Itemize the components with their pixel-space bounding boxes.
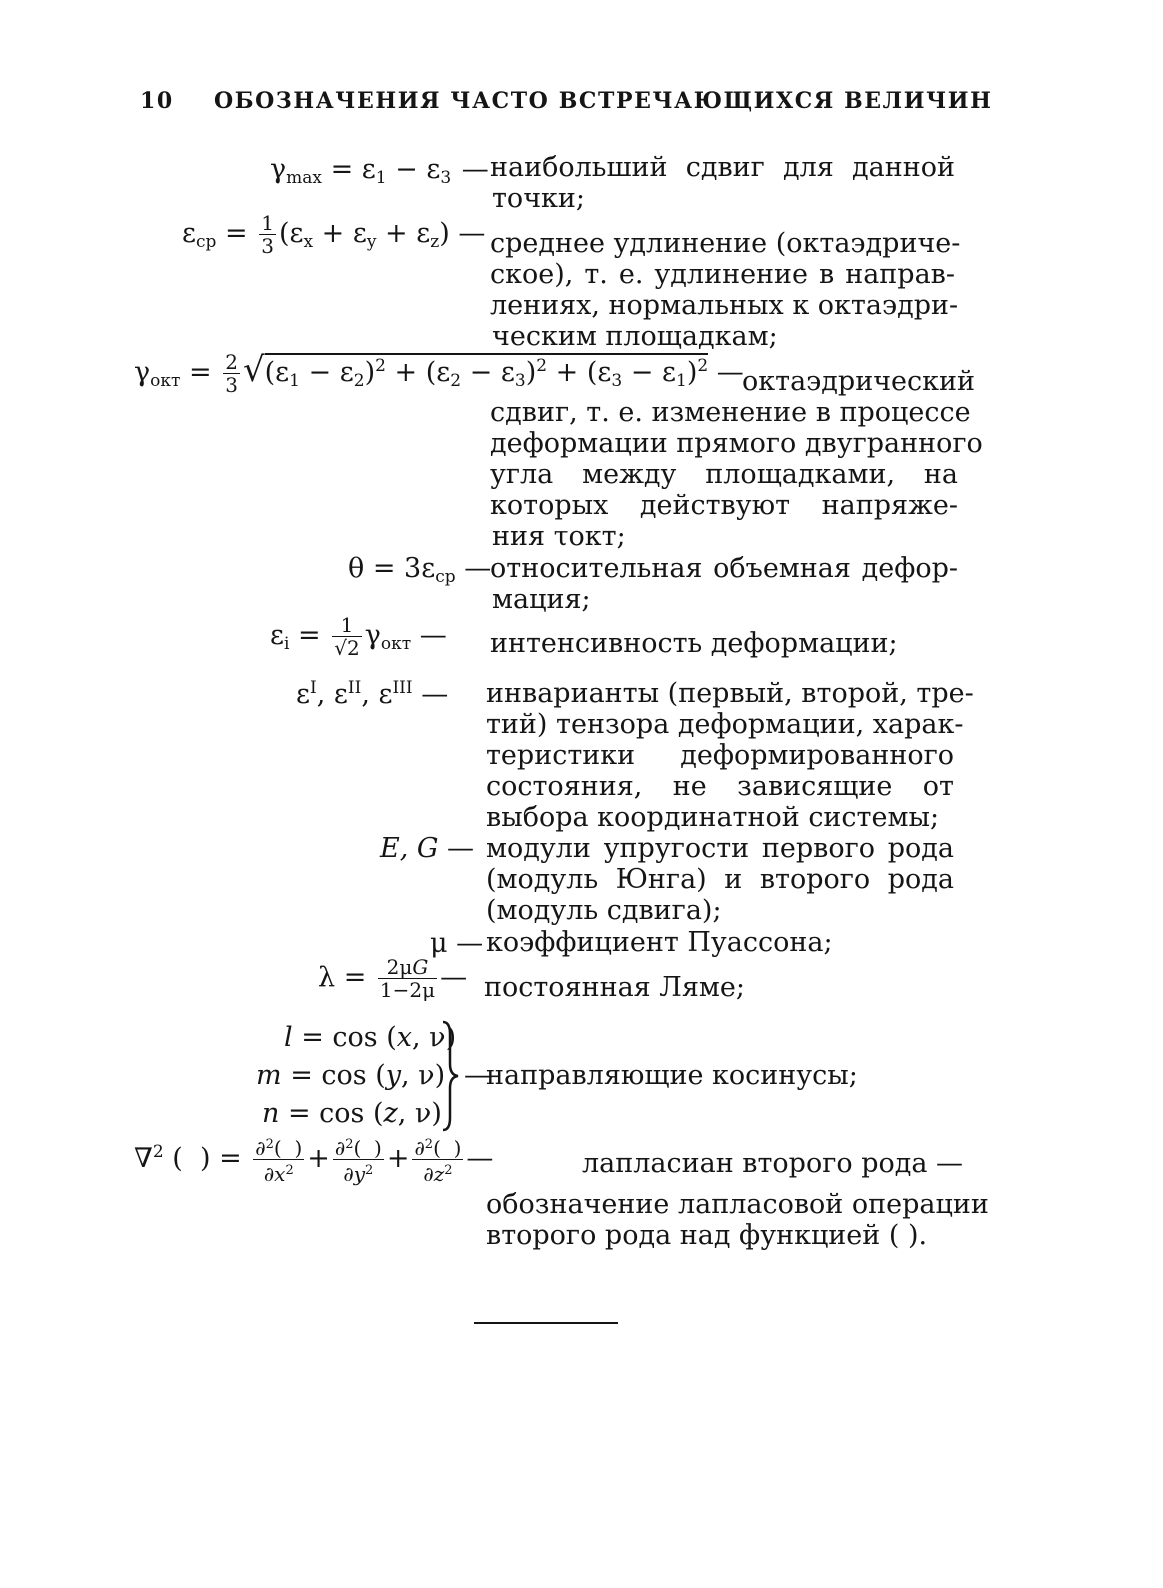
entry-text-line: обозначение лапласовой операции [486,1189,989,1220]
running-title: ОБОЗНАЧЕНИЯ ЧАСТО ВСТРЕЧАЮЩИХСЯ ВЕЛИЧИН [214,88,993,114]
entry-text-line: (модуль сдвига); [486,895,722,926]
entry-text-line: теристики деформированного [486,740,954,771]
entry-text-line: состояния, не зависящие от [486,771,954,802]
entry-text-line: постоянная Ляме; [484,972,745,1003]
entry-text-line: тий) тензора деформации, харак- [486,709,964,740]
entry-text-line: мация; [492,584,591,615]
entry-text-line: относительная объемная дефор- [490,553,958,584]
entry-text-line: модули упругости первого рода [486,833,954,864]
entry-text-line: среднее удлинение (октаэдриче- [490,228,961,259]
formula-invariants: $\varepsilon^I$, $\varepsilon^{II}$, $\varepsilon^{III}$ — [296,678,449,710]
formula-moduli: E, G — [380,833,475,864]
entry-text-line: сдвиг, т. е. изменение в процессе [490,397,971,428]
entry-text-line: ческим площадкам; [492,321,778,352]
entry-text-line: лапласиан второго рода — [582,1148,964,1179]
entry-text-line: которых действуют напряже- [490,490,958,521]
formula-gamma-oct: $\gamma_{окт}$ = $\frac{2}{3}$ $√(\varepsilon_1 - \varepsilon_2)^2 + (\varepsilon_2 - \varepsilon_3)^2 + (\varepsilon_3 - \varepsilon_1)^2$ — [134,350,744,397]
entry-text-line: инварианты (первый, второй, тре- [486,678,974,709]
entry-text-line: точки; [492,183,586,214]
formula-gamma-max: $\gamma_{max} = \varepsilon_1 - \varepsilon_3$ — [270,154,489,188]
entry-text-line: ния τокт; [492,521,626,552]
formula-mu: μ — [430,928,484,959]
formula-cos-n: n = cos (z, ν) [262,1098,442,1129]
entry-text-line: деформации прямого двугранного [490,428,983,459]
entry-text-line: наибольший сдвиг для данной [490,152,955,183]
formula-laplacian: ∇$^2$ ( ) = $\frac{\partial^2( )}{\partial x^2}$ + $\frac{\partial^2( )}{\partial y^2}$ + $\frac{\partial^2( )}{\partial z^2}$ — [134,1136,494,1186]
entry-text-line: (модуль Юнга) и второго рода [486,864,954,895]
entry-text-line: второго рода над функцией ( ). [486,1220,928,1251]
formula-theta: $\theta = 3\varepsilon_{ср}$ — [348,553,492,587]
entry-text-line: интенсивность деформации; [490,628,898,659]
entry-text-line: направляющие косинусы; [486,1060,858,1091]
formula-lambda: λ = $\frac{2\mu G}{1-2\mu}$ — [318,955,468,1002]
entry-text-line: ское), т. е. удлинение в направ- [490,259,955,290]
entry-text-line: выбора координатной системы; [486,802,940,833]
entry-text-line: коэффициент Пуассона; [486,927,833,958]
cosines-dash: — [464,1060,491,1091]
page-number: 10 [140,88,174,114]
entry-text-line: лениях, нормальных к октаэдри- [490,290,959,321]
formula-cos-l: l = cos (x, ν) [284,1022,457,1053]
section-end-rule [474,1322,618,1324]
formula-cos-m: m = cos (y, ν) [256,1060,446,1091]
formula-eps-mean: $\varepsilon_{ср}$ = $\frac{1}{3}$ $(\varepsilon_x + \varepsilon_y + \varepsilon_z)$ — [182,211,486,258]
right-brace-icon [440,1020,462,1132]
entry-text-line: октаэдрический [742,366,976,397]
entry-text-line: угла между площадками, на [490,459,958,490]
formula-eps-intensity: $\varepsilon_i$ = $\frac{1}{√2}$ $\gamma_{окт}$ — [270,613,447,660]
